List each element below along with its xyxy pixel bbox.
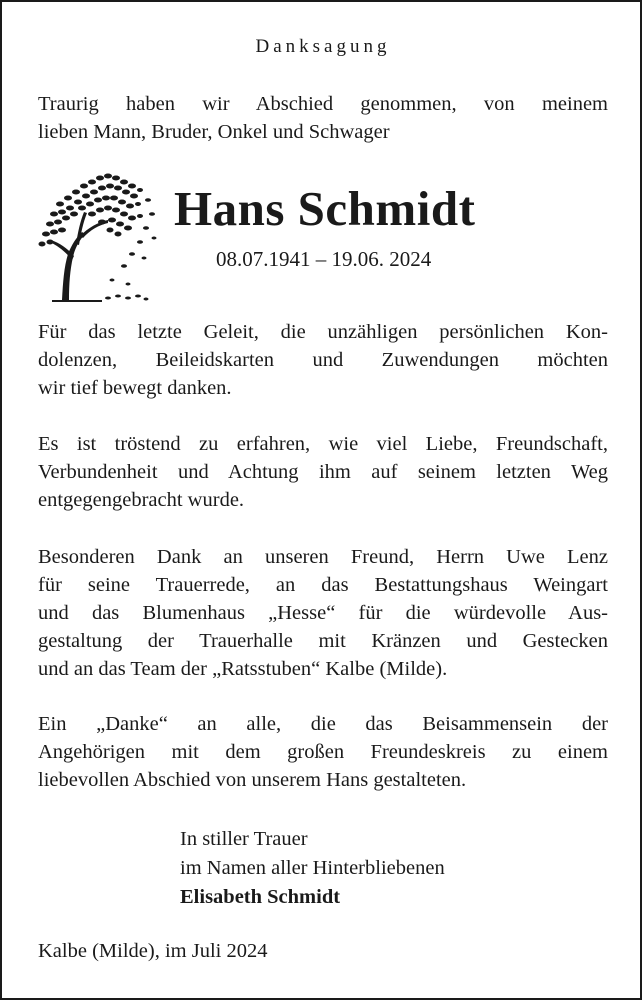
paragraph-line: Es ist tröstend zu erfahren, wie viel Liebe, Freundschaft, [38, 433, 608, 455]
paragraph-line: für seine Trauerrede, an das Bestattungshaus Weingart [38, 574, 608, 596]
tree-icon [32, 162, 162, 304]
closing-line: im Namen aller Hinterbliebenen [180, 857, 445, 879]
paragraph-line: Ein „Danke“ an alle, die das Beisammensein der [38, 713, 608, 735]
intro-paragraph [38, 90, 608, 146]
tree-foliage [39, 174, 157, 301]
thanks-paragraph-2 [38, 430, 608, 514]
thanks-paragraph-3 [38, 543, 608, 683]
intro-line: Traurig haben wir Abschied genommen, von meinem [38, 93, 608, 115]
intro-line: lieben Mann, Bruder, Onkel und Schwager [38, 121, 390, 143]
closing-block [180, 825, 445, 912]
paragraph-line: und das Blumenhaus „Hesse“ für die würdevolle Aus- [38, 602, 608, 624]
closing-line: In stiller Trauer [180, 828, 308, 850]
paragraph-line: Besonderen Dank an unseren Freund, Herrn Uwe Lenz [38, 546, 608, 568]
paragraph-line: dolenzen, Beileidskarten und Zuwendungen möchten [38, 349, 608, 371]
life-dates: 08.07.1941 – 19.06. 2024 [216, 247, 432, 271]
paragraph-line: wir tief bewegt danken. [38, 377, 232, 399]
paragraph-line: Für das letzte Geleit, die unzähligen persönlichen Kon- [38, 321, 608, 343]
notice-heading: Danksagung [255, 36, 391, 57]
paragraph-line: Verbundenheit und Achtung ihm auf seinem letzten Weg [38, 461, 608, 483]
paragraph-line: Angehörigen mit dem großen Freundeskreis zu einem [38, 741, 608, 763]
thanks-paragraph-4 [38, 710, 608, 794]
deceased-name: Hans Schmidt [174, 181, 476, 236]
paragraph-line: gestaltung der Trauerhalle mit Kränzen und Gestecken [38, 630, 608, 652]
paragraph-line: entgegengebracht wurde. [38, 489, 245, 511]
paragraph-line: liebevollen Abschied von unserem Hans gestalteten. [38, 769, 467, 791]
signer-name: Elisabeth Schmidt [180, 886, 341, 908]
place-date: Kalbe (Milde), im Juli 2024 [38, 940, 268, 962]
thanks-paragraph-1 [38, 318, 608, 402]
paragraph-line: und an das Team der „Ratsstuben“ Kalbe (Milde). [38, 658, 448, 680]
